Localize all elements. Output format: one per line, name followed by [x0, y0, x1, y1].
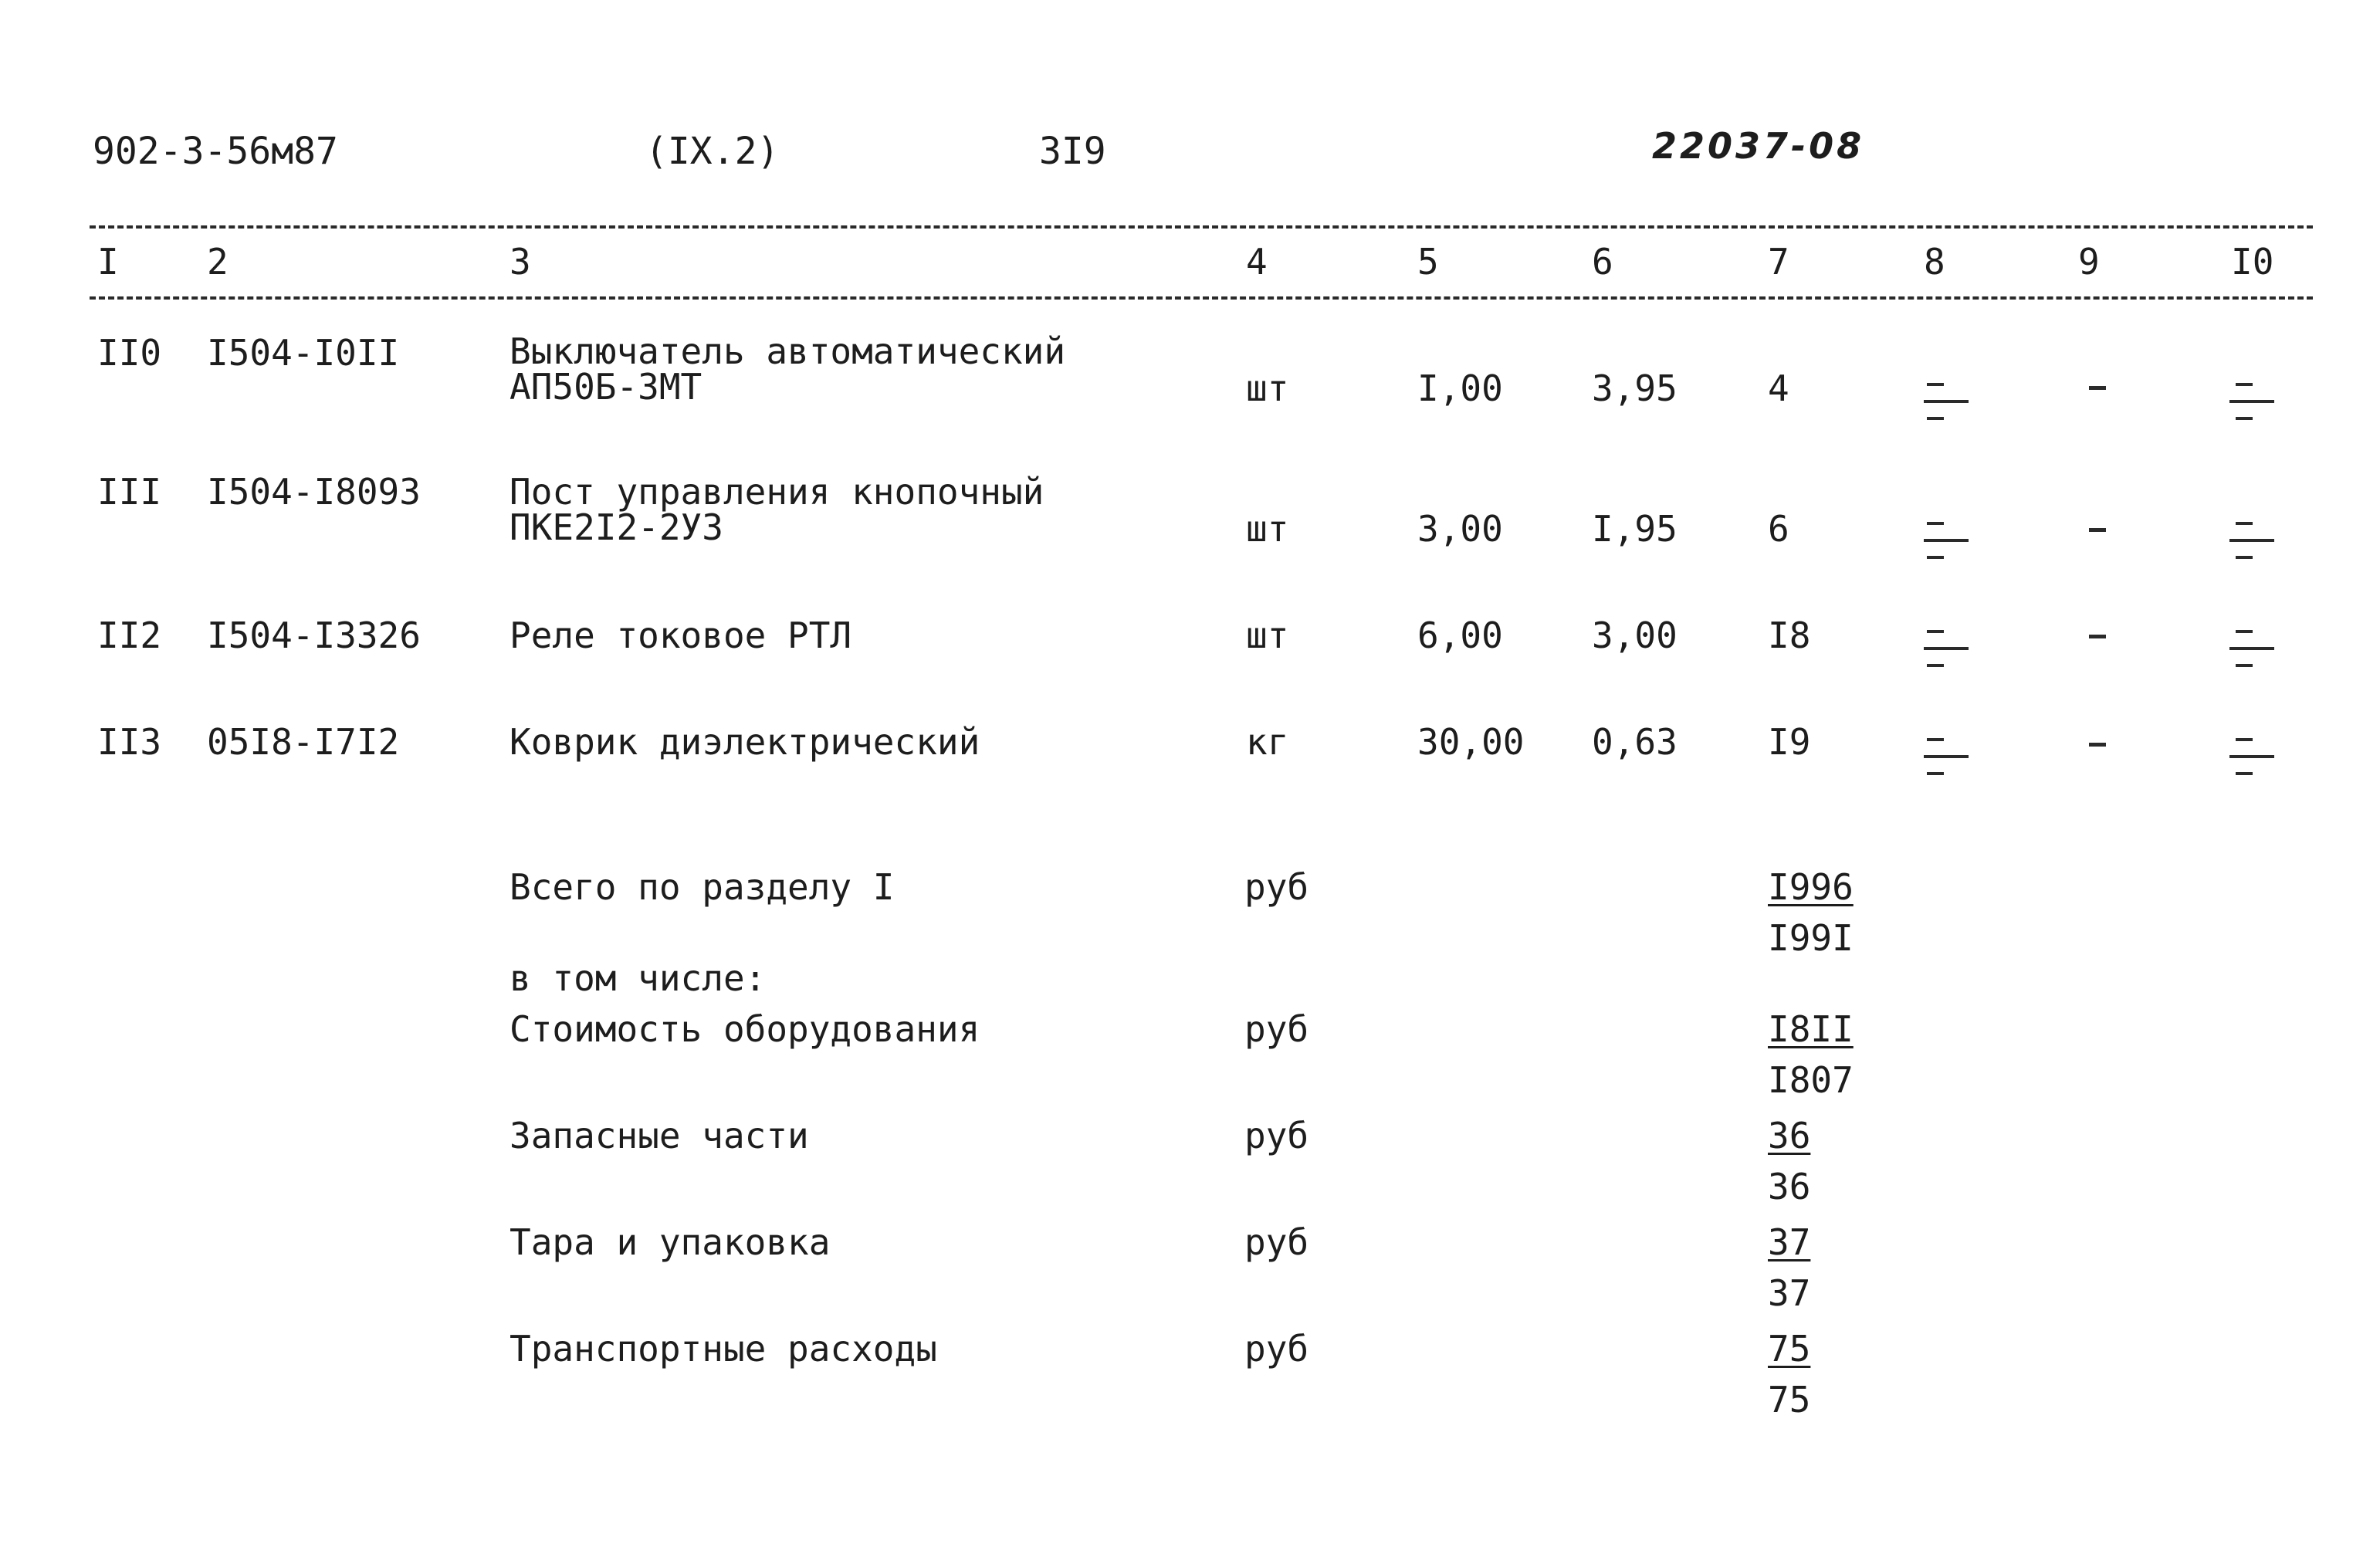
- row-name-line: АП50Б-3МТ: [510, 366, 702, 408]
- summary-item-unit: руб: [1244, 1221, 1309, 1263]
- row-quantity: 6,00: [1417, 615, 1503, 656]
- summary-item-denominator: 37: [1768, 1272, 1811, 1314]
- row-quantity: 30,00: [1417, 721, 1525, 763]
- row-number: II0: [97, 332, 162, 374]
- row-unit: кг: [1246, 721, 1289, 763]
- summary-item-denominator: 36: [1768, 1166, 1811, 1207]
- total-fraction: [1768, 866, 1854, 959]
- row-number: II3: [97, 721, 162, 763]
- doc-code: 902-3-56м87: [93, 130, 338, 173]
- row-number: II2: [97, 615, 162, 656]
- including-label: в том числе:: [510, 957, 767, 999]
- row-name-line: Коврик диэлектрический: [510, 721, 980, 763]
- row-total: 6: [1768, 508, 1789, 550]
- summary-item-label: Запасные части: [510, 1115, 809, 1156]
- row-unit: шт: [1246, 367, 1289, 409]
- row-quantity: 3,00: [1417, 508, 1503, 550]
- ditto-mark: [2229, 516, 2276, 570]
- col-header-8: 8: [1924, 241, 1945, 283]
- row-code: I504-I0II: [207, 332, 400, 374]
- row-code: 05I8-I7I2: [207, 721, 400, 763]
- header-rule-bottom: [90, 296, 2313, 300]
- dash-mark: [2089, 635, 2106, 638]
- row-price: I,95: [1592, 508, 1678, 550]
- row-name-line: Реле токовое РТЛ: [510, 615, 852, 656]
- document-stamp: 22037-08: [1652, 125, 1865, 167]
- dash-mark: [2089, 743, 2106, 747]
- row-code: I504-I8093: [207, 471, 421, 513]
- summary-item-unit: руб: [1244, 1328, 1309, 1370]
- summary-item-numerator: 37: [1768, 1221, 1811, 1263]
- total-unit: руб: [1244, 866, 1309, 908]
- col-header-2: 2: [207, 241, 229, 283]
- summary-item-denominator: 75: [1768, 1379, 1811, 1421]
- ditto-mark: [1924, 377, 1970, 431]
- row-unit: шт: [1246, 615, 1289, 656]
- col-header-6: 6: [1592, 241, 1613, 283]
- section-code: (IX.2): [645, 130, 780, 173]
- col-header-9: 9: [2078, 241, 2100, 283]
- ditto-mark: [1924, 624, 1970, 678]
- total-numerator: I996: [1768, 866, 1854, 908]
- summary-item-numerator: 36: [1768, 1115, 1811, 1156]
- col-header-10: I0: [2231, 241, 2274, 283]
- summary-item-numerator: I8II: [1768, 1008, 1854, 1050]
- dash-mark: [2089, 528, 2106, 532]
- row-name-line: ПКЕ2I2-2У3: [510, 506, 723, 548]
- row-price: 0,63: [1592, 721, 1678, 763]
- col-header-5: 5: [1417, 241, 1439, 283]
- total-label: Всего по разделу I: [510, 866, 895, 908]
- page-number: 3I9: [1039, 130, 1106, 173]
- ditto-mark: [1924, 516, 1970, 570]
- summary-item-numerator: 75: [1768, 1328, 1811, 1370]
- ditto-mark: [2229, 377, 2276, 431]
- summary-item-label: Тара и упаковка: [510, 1221, 831, 1263]
- row-total: I8: [1768, 615, 1811, 656]
- summary-item-fraction: [1768, 1221, 1811, 1314]
- summary-item-fraction: [1768, 1115, 1811, 1207]
- row-number: III: [97, 471, 162, 513]
- row-quantity: I,00: [1417, 367, 1503, 409]
- col-header-1: I: [97, 241, 119, 283]
- summary-item-unit: руб: [1244, 1008, 1309, 1050]
- summary-item-label: Транспортные расходы: [510, 1328, 937, 1370]
- header-rule-top: [90, 225, 2313, 229]
- dash-mark: [2089, 386, 2106, 390]
- ditto-mark: [2229, 624, 2276, 678]
- row-price: 3,00: [1592, 615, 1678, 656]
- col-header-7: 7: [1768, 241, 1789, 283]
- row-name-line: Выключатель автоматический: [510, 330, 1066, 372]
- row-unit: шт: [1246, 508, 1289, 550]
- summary-item-fraction: [1768, 1328, 1811, 1421]
- ditto-mark: [1924, 732, 1970, 786]
- summary-item-unit: руб: [1244, 1115, 1309, 1156]
- row-total: 4: [1768, 367, 1789, 409]
- row-code: I504-I3326: [207, 615, 421, 656]
- row-name-line: Пост управления кнопочный: [510, 471, 1044, 513]
- total-denominator: I99I: [1768, 917, 1854, 959]
- row-price: 3,95: [1592, 367, 1678, 409]
- col-header-3: 3: [510, 241, 531, 283]
- row-total: I9: [1768, 721, 1811, 763]
- col-header-4: 4: [1246, 241, 1268, 283]
- ditto-mark: [2229, 732, 2276, 786]
- summary-item-denominator: I807: [1768, 1059, 1854, 1101]
- summary-item-fraction: [1768, 1008, 1854, 1101]
- summary-item-label: Стоимость оборудования: [510, 1008, 980, 1050]
